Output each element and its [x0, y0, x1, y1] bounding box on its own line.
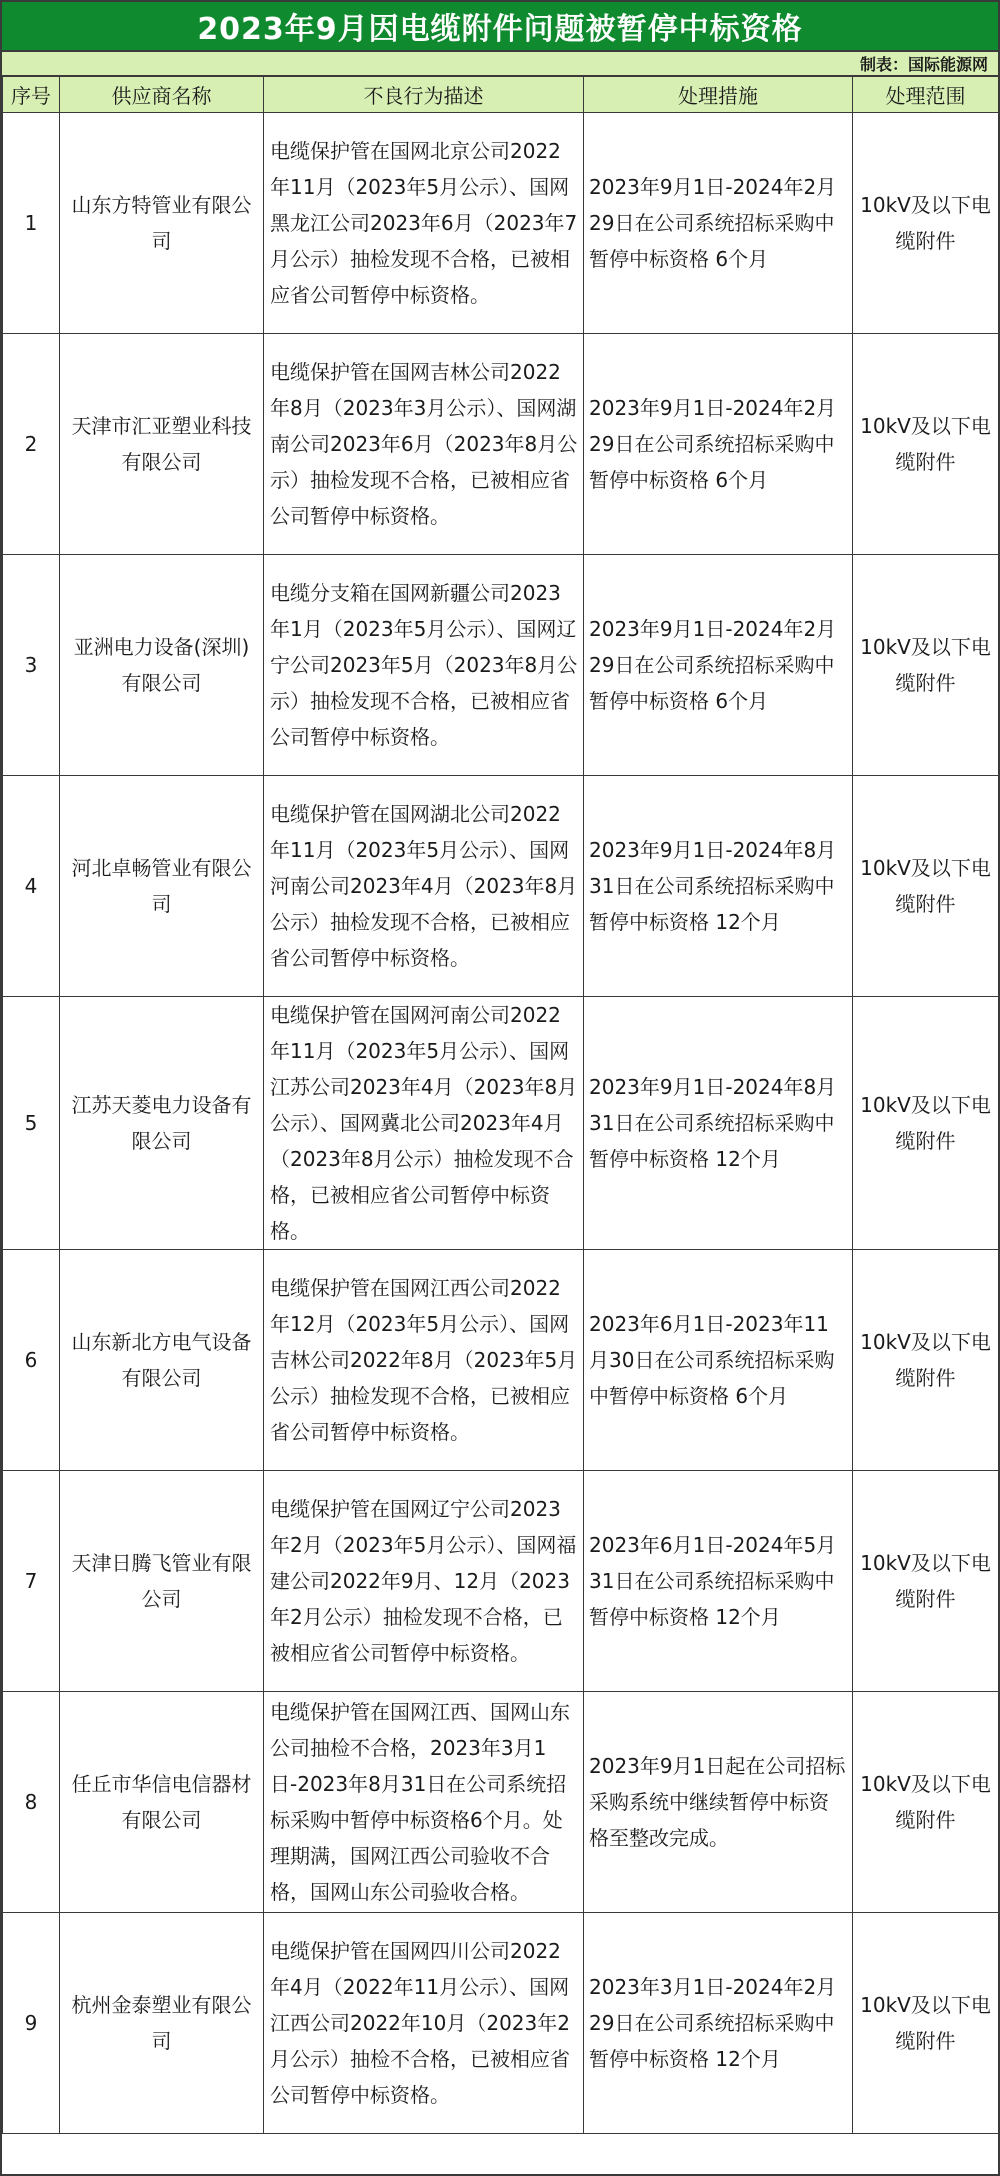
header-no: 序号: [3, 77, 60, 113]
cell-scope: 10kV及以下电缆附件: [853, 997, 999, 1250]
table-header: [3, 77, 999, 113]
cell-measure: 2023年6月1日-2024年5月31日在公司系统招标采购中暂停中标资格 12个月: [584, 1471, 853, 1692]
cell-measure: 2023年9月1日-2024年2月29日在公司系统招标采购中暂停中标资格 6个月: [584, 555, 853, 776]
header-measure: 处理措施: [584, 77, 853, 113]
cell-description: 电缆保护管在国网河南公司2022年11月（2023年5月公示）、国网江苏公司2023年4月（2023年8月公示）、国网冀北公司2023年4月（2023年8月公示）抽检发现不合格，已被相应省公司暂停中标资格。: [264, 997, 584, 1250]
header-scope: 处理范围: [853, 77, 999, 113]
cell-description: 电缆保护管在国网北京公司2022年11月（2023年5月公示）、国网黑龙江公司2023年6月（2023年7月公示）抽检发现不合格，已被相应省公司暂停中标资格。: [264, 113, 584, 334]
cell-measure: 2023年9月1日-2024年8月31日在公司系统招标采购中暂停中标资格 12个月: [584, 776, 853, 997]
cell-description: 电缆保护管在国网湖北公司2022年11月（2023年5月公示）、国网河南公司2023年4月（2023年8月公示）抽检发现不合格，已被相应省公司暂停中标资格。: [264, 776, 584, 997]
credit-line: [2, 52, 998, 76]
cell-description: 电缆保护管在国网四川公司2022年4月（2022年11月公示）、国网江西公司2022年10月（2023年2月公示）抽检不合格，已被相应省公司暂停中标资格。: [264, 1913, 584, 2134]
cell-supplier: 天津日腾飞管业有限公司: [60, 1471, 264, 1692]
cell-scope: 10kV及以下电缆附件: [853, 1471, 999, 1692]
cell-no: 1: [3, 113, 60, 334]
cell-no: 4: [3, 776, 60, 997]
table-row: [3, 1471, 999, 1692]
cell-no: 3: [3, 555, 60, 776]
table-body: [3, 113, 999, 2134]
cell-scope: 10kV及以下电缆附件: [853, 334, 999, 555]
table-row: [3, 334, 999, 555]
cell-no: 2: [3, 334, 60, 555]
table-row: [3, 113, 999, 334]
cell-measure: 2023年9月1日-2024年8月31日在公司系统招标采购中暂停中标资格 12个月: [584, 997, 853, 1250]
supplier-table: [2, 76, 999, 2134]
header-row: [3, 77, 999, 113]
cell-supplier: 天津市汇亚塑业科技有限公司: [60, 334, 264, 555]
cell-measure: 2023年6月1日-2023年11月30日在公司系统招标采购中暂停中标资格 6个月: [584, 1250, 853, 1471]
cell-scope: 10kV及以下电缆附件: [853, 1692, 999, 1913]
cell-measure: 2023年3月1日-2024年2月29日在公司系统招标采购中暂停中标资格 12个月: [584, 1913, 853, 2134]
table-row: [3, 555, 999, 776]
cell-description: 电缆保护管在国网吉林公司2022年8月（2023年3月公示）、国网湖南公司2023年6月（2023年8月公示）抽检发现不合格，已被相应省公司暂停中标资格。: [264, 334, 584, 555]
header-description: 不良行为描述: [264, 77, 584, 113]
table-row: [3, 997, 999, 1250]
cell-scope: 10kV及以下电缆附件: [853, 1250, 999, 1471]
cell-scope: 10kV及以下电缆附件: [853, 113, 999, 334]
cell-description: 电缆保护管在国网江西公司2022年12月（2023年5月公示）、国网吉林公司2022年8月（2023年5月公示）抽检发现不合格，已被相应省公司暂停中标资格。: [264, 1250, 584, 1471]
cell-supplier: 亚洲电力设备(深圳)有限公司: [60, 555, 264, 776]
cell-measure: 2023年9月1日-2024年2月29日在公司系统招标采购中暂停中标资格 6个月: [584, 113, 853, 334]
cell-supplier: 江苏天菱电力设备有限公司: [60, 997, 264, 1250]
cell-supplier: 山东方特管业有限公司: [60, 113, 264, 334]
cell-description: 电缆保护管在国网江西、国网山东公司抽检不合格，2023年3月1日-2023年8月31日在公司系统招标采购中暂停中标资格6个月。处理期满，国网江西公司验收不合格，国网山东公司验收合格。: [264, 1692, 584, 1913]
header-supplier: 供应商名称: [60, 77, 264, 113]
cell-scope: 10kV及以下电缆附件: [853, 1913, 999, 2134]
cell-measure: 2023年9月1日-2024年2月29日在公司系统招标采购中暂停中标资格 6个月: [584, 334, 853, 555]
table-row: [3, 1692, 999, 1913]
cell-no: 7: [3, 1471, 60, 1692]
table-row: [3, 1913, 999, 2134]
cell-scope: 10kV及以下电缆附件: [853, 555, 999, 776]
cell-no: 8: [3, 1692, 60, 1913]
table-row: [3, 776, 999, 997]
cell-scope: 10kV及以下电缆附件: [853, 776, 999, 997]
cell-supplier: 杭州金泰塑业有限公司: [60, 1913, 264, 2134]
cell-supplier: 任丘市华信电信器材有限公司: [60, 1692, 264, 1913]
cell-supplier: 河北卓畅管业有限公司: [60, 776, 264, 997]
table-row: [3, 1250, 999, 1471]
cell-no: 9: [3, 1913, 60, 2134]
credit-text: 制表：国际能源网: [859, 55, 988, 74]
cell-supplier: 山东新北方电气设备有限公司: [60, 1250, 264, 1471]
cell-no: 5: [3, 997, 60, 1250]
cell-no: 6: [3, 1250, 60, 1471]
table-title: 2023年9月因电缆附件问题被暂停中标资格: [2, 2, 998, 52]
cell-measure: 2023年9月1日起在公司招标采购系统中继续暂停中标资格至整改完成。: [584, 1692, 853, 1913]
cell-description: 电缆保护管在国网辽宁公司2023年2月（2023年5月公示）、国网福建公司2022年9月、12月（2023年2月公示）抽检发现不合格，已被相应省公司暂停中标资格。: [264, 1471, 584, 1692]
cell-description: 电缆分支箱在国网新疆公司2023年1月（2023年5月公示）、国网辽宁公司2023年5月（2023年8月公示）抽检发现不合格，已被相应省公司暂停中标资格。: [264, 555, 584, 776]
